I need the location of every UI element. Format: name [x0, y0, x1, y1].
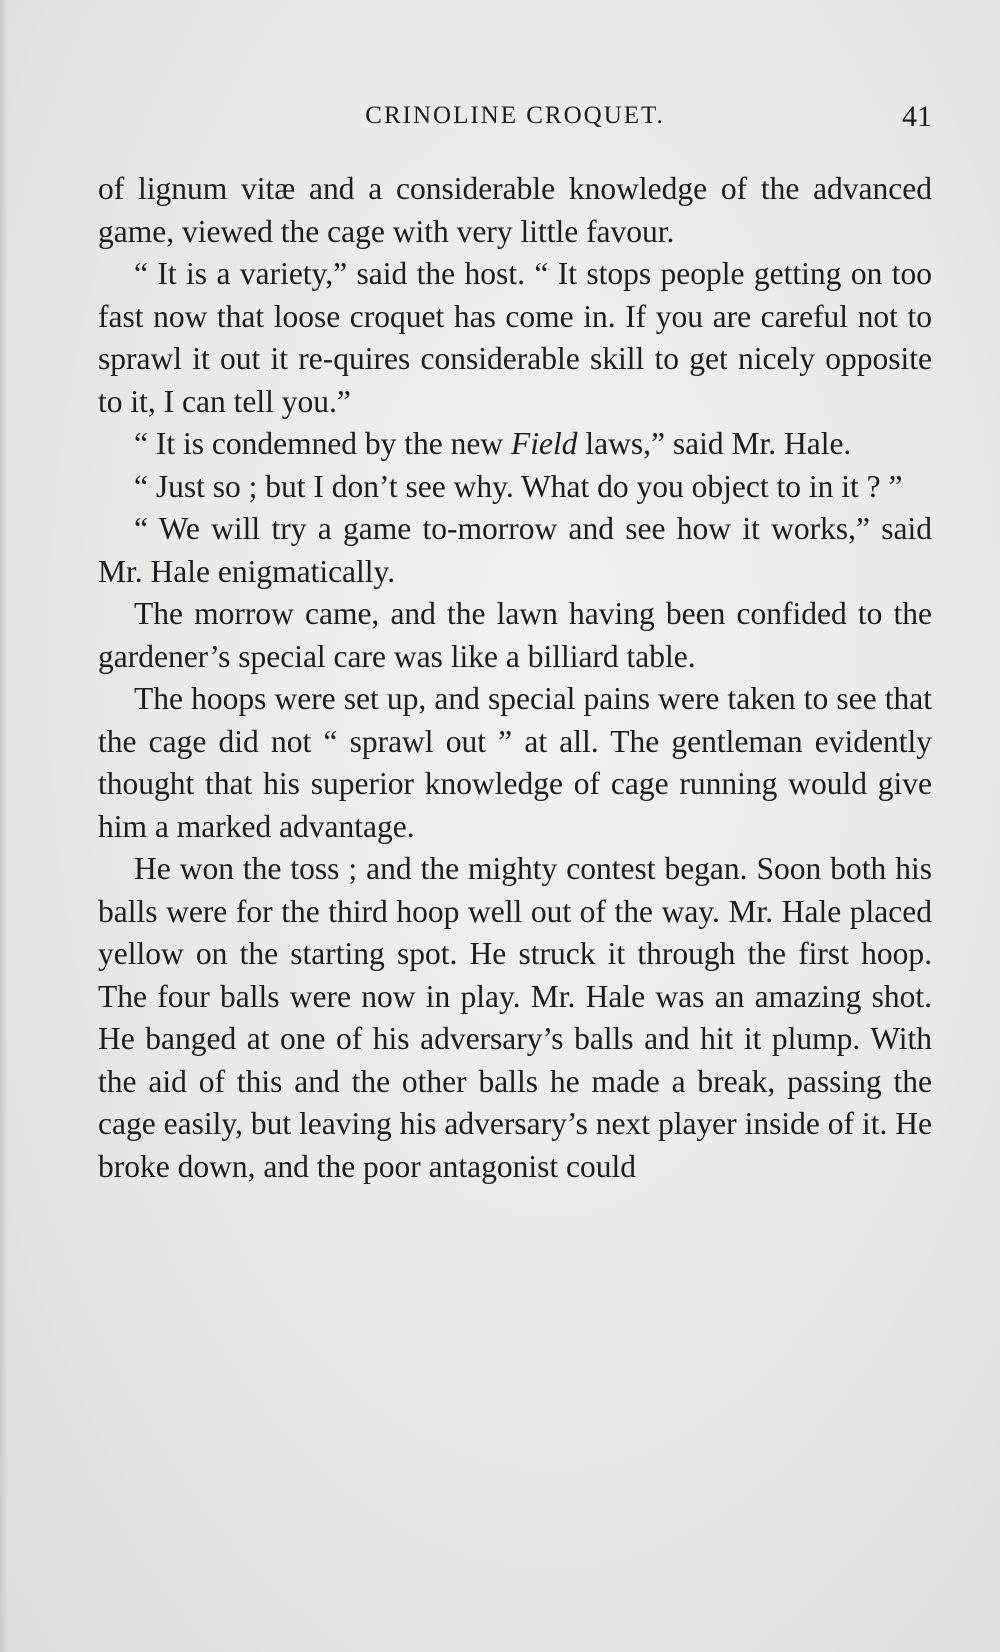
running-header	[98, 102, 932, 142]
paragraph-3	[98, 423, 932, 466]
paragraph-4: “ Just so ; but I don’t see why. What do you object to in it ? ”	[134, 468, 903, 504]
paragraph-2: “ It is a variety,” said the host. “ It stops people getting on too fast now that loose croquet has come in. If you are careful not to sprawl it out it re-quires considerable skill to get nicely opposite to it, I can tell you.”	[98, 256, 932, 419]
paragraph-8: He won the toss ; and the mighty contest began. Soon both his balls were for the third hoop well out of the way. Mr. Hale placed yellow on the starting spot. He struck it through the first hoop. The four balls were now in play. Mr. Hale was an amazing shot. He banged at one of his adversary’s balls and hit it plump. With the aid of this and the other balls he made a break, passing the cage easily, but leaving his adversary’s next player inside of it. He broke down, and the poor antagonist could	[98, 851, 932, 1184]
body-text	[98, 168, 932, 1188]
paragraph-3-after: laws,” said Mr. Hale.	[577, 426, 852, 461]
paragraph-1: of lignum vitæ and a considerable knowledge of the advanced game, viewed the cage with very little favour.	[98, 171, 932, 249]
page-edge-shadow	[0, 0, 8, 1652]
paragraph-6: The morrow came, and the lawn having been confided to the gardener’s special care was like a billiard table.	[98, 596, 932, 674]
running-title: CRINOLINE CROQUET.	[365, 102, 665, 129]
paragraph-5: “ We will try a game to-morrow and see how it works,” said Mr. Hale enigmatically.	[98, 511, 932, 589]
page-number: 41	[902, 100, 932, 133]
paragraph-7: The hoops were set up, and special pains were taken to see that the cage did not “ sprawl out ” at all. The gentleman evidently thought that his superior knowledge of cage running would give him a marked advantage.	[98, 681, 932, 844]
paragraph-3-italic: Field	[511, 426, 578, 461]
paragraph-3-before: “ It is condemned by the new	[134, 426, 512, 461]
